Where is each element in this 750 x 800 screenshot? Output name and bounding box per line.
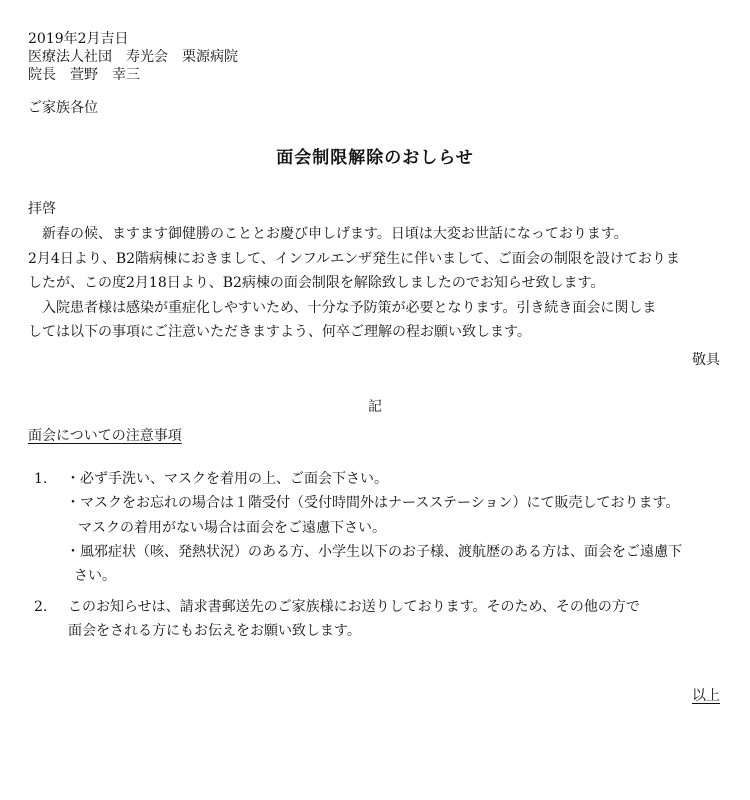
list-item: さい。: [74, 568, 116, 584]
body-line: 入院患者様は感染が重症化しやすいため、十分な予防策が必要となります。引き続き面会に関しま: [28, 299, 657, 316]
body-line: しては以下の事項にご注意いただきますよう、何卒ご理解の程お願い致します。: [28, 324, 531, 340]
item-number-2: 2.: [34, 599, 48, 615]
document-title: 面会制限解除のおしらせ: [276, 148, 474, 168]
body-line: 新春の候、ますます御健勝のこととお慶び申しげます。日頃は大変お世話になっております。: [28, 226, 628, 242]
body-text: [28, 222, 720, 345]
list-item: ・風邪症状（咳、発熱状況）のある方、小学生以下のお子様、渡航歴のある方は、面会をご遠慮下: [66, 544, 682, 560]
body-line: したが、この度2月18日より、B2病棟の面会制限を解除致しましたのでお知らせ致します。: [28, 275, 605, 291]
list-item: マスクの着用がない場合は面会をご遠慮下さい。: [78, 520, 386, 536]
issue-date: 2019年2月吉日: [28, 31, 129, 47]
item-number-1: 1.: [34, 471, 48, 487]
organization-name: 医療法人社団 寿光会 栗源病院: [28, 49, 238, 65]
closing-mark: 以上: [692, 688, 720, 704]
greeting-open: 拝啓: [28, 201, 56, 217]
list-item: 面会をされる方にもお伝えをお願い致します。: [68, 623, 361, 639]
addressee: ご家族各位: [28, 100, 98, 116]
list-item: このお知らせは、請求書郵送先のご家族様にお送りしております。そのため、その他の方で: [68, 599, 640, 615]
list-item: ・必ず手洗い、マスクを着用の上、ご面会下さい。: [66, 471, 388, 487]
ki-marker: 記: [368, 399, 382, 415]
greeting-close: 敬具: [692, 352, 720, 368]
list-item: ・マスクをお忘れの場合は１階受付（受付時間外はナースステーション）にて販売しております。: [66, 495, 680, 511]
director-name: 院長 萱野 幸三: [28, 67, 140, 83]
section-heading: 面会についての注意事項: [28, 428, 182, 444]
body-line: 2月4日より、B2階病棟におきまして、インフルエンザ発生に伴いまして、ご面会の制限を設けておりま: [28, 250, 680, 267]
